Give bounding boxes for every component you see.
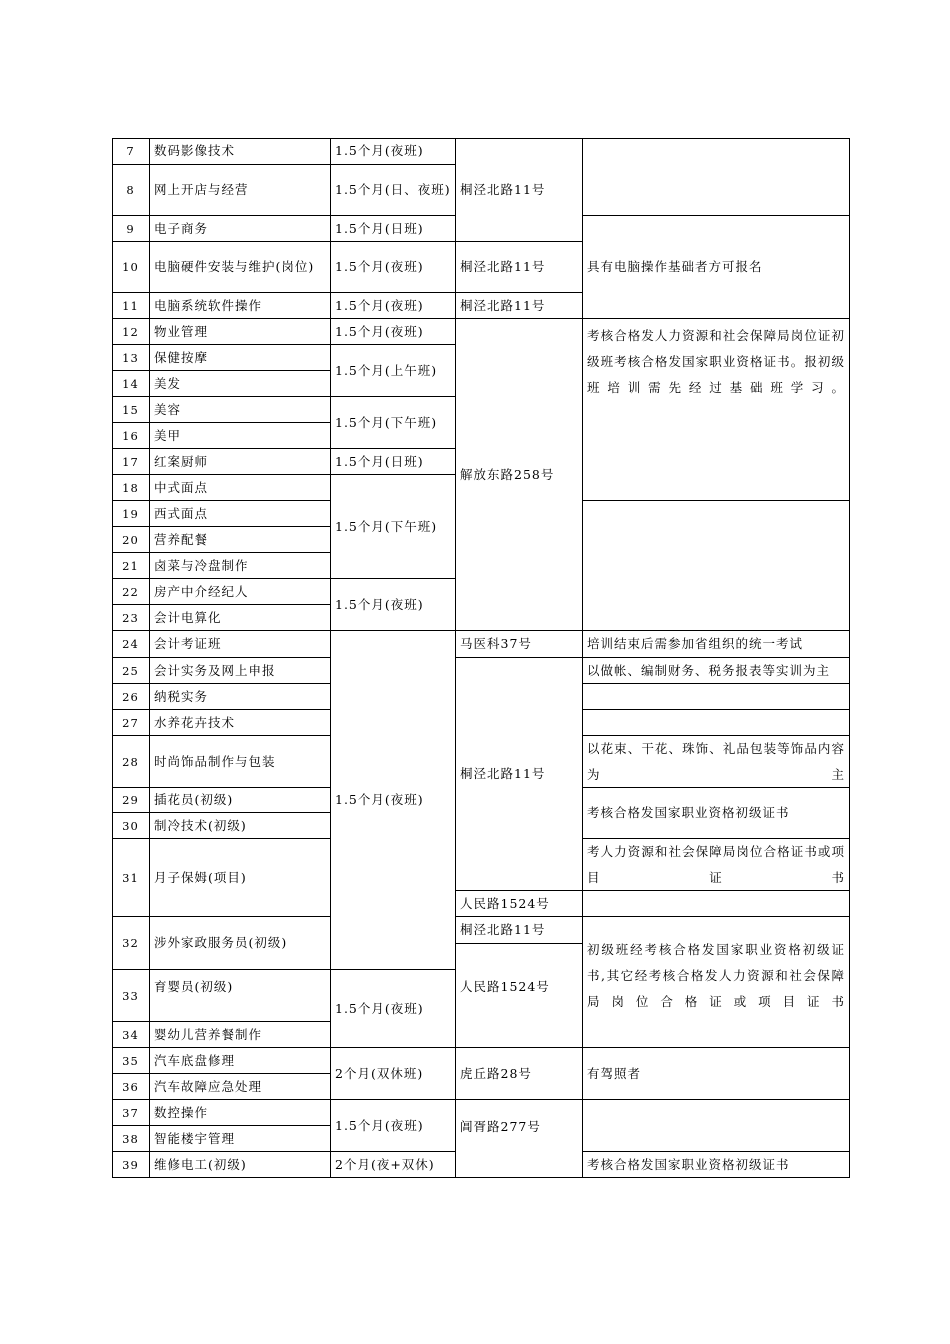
remark-8	[583, 710, 850, 736]
remark-13-text: 初级班经考核合格发国家职业资格初级证书,其它经考核合格发人力资源和社会保障局岗位合格证或项目证书	[587, 942, 845, 1009]
course-name-20-text: 营养配餐	[154, 531, 209, 547]
course-name-26	[150, 684, 331, 710]
address-1	[456, 138, 583, 242]
duration-13-text: 1.5个月(上午班)	[335, 362, 438, 378]
address-3	[456, 293, 583, 319]
duration-39	[331, 1152, 456, 1178]
course-name-37-text: 数控操作	[154, 1104, 209, 1120]
address-9-text: 人民路1524号	[460, 979, 550, 994]
duration-18	[331, 475, 456, 579]
course-name-11	[150, 293, 331, 319]
course-name-13	[150, 345, 331, 371]
course-name-10	[150, 242, 331, 293]
course-name-20	[150, 527, 331, 553]
row-number-33-text: 33	[122, 988, 139, 1003]
row-number-37-text: 37	[122, 1105, 139, 1120]
address-2	[456, 242, 583, 293]
row-number-10-text: 10	[122, 260, 139, 274]
remark-16	[583, 1152, 850, 1178]
duration-24-text: 1.5个月(夜班)	[335, 792, 424, 807]
duration-18-text: 1.5个月(下午班)	[335, 518, 438, 534]
row-number-19	[112, 501, 150, 527]
row-number-14-text: 14	[122, 376, 139, 391]
duration-39-text: 2个月(夜+双休)	[335, 1156, 435, 1172]
duration-33-text: 1.5个月(夜班)	[335, 1000, 424, 1016]
address-9	[456, 944, 583, 1048]
row-number-21-text: 21	[122, 558, 139, 573]
duration-17-text: 1.5个月(日班)	[335, 453, 424, 469]
duration-17	[331, 449, 456, 475]
course-name-24	[150, 631, 331, 658]
address-5	[456, 631, 583, 658]
remark-6-text: 以做帐、编制财务、税务报表等实训为主	[587, 662, 831, 678]
remark-9-text: 以花束、干花、珠饰、礼品包装等饰品内容为主	[587, 740, 845, 782]
address-5-text: 马医科37号	[460, 636, 532, 651]
course-name-8	[150, 165, 331, 216]
row-number-21	[112, 553, 150, 579]
course-name-12-text: 物业管理	[154, 323, 209, 339]
row-number-29-text: 29	[122, 793, 139, 807]
row-number-31	[112, 839, 150, 917]
course-name-18	[150, 475, 331, 501]
row-number-8	[112, 165, 150, 216]
row-number-27-text: 27	[122, 715, 139, 730]
duration-12-text: 1.5个月(夜班)	[335, 323, 424, 339]
course-name-19-text: 西式面点	[154, 505, 209, 521]
course-name-36-text: 汽车故障应急处理	[154, 1078, 263, 1094]
course-name-25	[150, 658, 331, 684]
course-name-30-text: 制冷技术(初级)	[154, 817, 247, 833]
remark-1	[583, 138, 850, 216]
duration-37	[331, 1100, 456, 1152]
course-name-29	[150, 788, 331, 813]
row-number-34	[112, 1022, 150, 1048]
row-number-37	[112, 1100, 150, 1126]
course-name-28	[150, 736, 331, 788]
row-number-20	[112, 527, 150, 553]
course-name-36	[150, 1074, 331, 1100]
address-11-text: 阊胥路277号	[460, 1119, 541, 1134]
row-number-26	[112, 684, 150, 710]
remark-10	[583, 788, 850, 839]
course-name-9-text: 电子商务	[154, 220, 209, 236]
duration-33	[331, 970, 456, 1048]
address-3-text: 桐泾北路11号	[460, 297, 546, 313]
course-name-16-text: 美甲	[154, 427, 182, 443]
row-number-24-text: 24	[122, 637, 139, 651]
row-number-33	[112, 970, 150, 1022]
course-name-16	[150, 423, 331, 449]
course-name-38-text: 智能楼宇管理	[154, 1130, 236, 1146]
course-name-27-text: 水养花卉技术	[154, 714, 236, 730]
row-number-25	[112, 658, 150, 684]
course-name-31	[150, 839, 331, 917]
duration-9-text: 1.5个月(日班)	[335, 220, 424, 236]
course-name-19	[150, 501, 331, 527]
remark-3	[583, 319, 850, 501]
row-number-12-text: 12	[122, 324, 139, 339]
course-name-34	[150, 1022, 331, 1048]
row-number-22-text: 22	[122, 584, 139, 599]
course-name-7-text: 数码影像技术	[154, 143, 236, 158]
remark-3-text: 考核合格发人力资源和社会保障局岗位证初级班考核合格发国家职业资格证书。报初级班培训需先经过基础班学习。	[587, 328, 845, 395]
row-number-39-text: 39	[122, 1157, 139, 1172]
course-name-33	[150, 970, 331, 1022]
row-number-20-text: 20	[122, 532, 139, 547]
row-number-18-text: 18	[122, 480, 139, 495]
remark-14	[583, 1048, 850, 1100]
row-number-11-text: 11	[122, 298, 139, 313]
address-7	[456, 891, 583, 917]
course-name-23	[150, 605, 331, 631]
course-name-15	[150, 397, 331, 423]
row-number-25-text: 25	[122, 663, 139, 678]
duration-15	[331, 397, 456, 449]
address-10-text: 虎丘路28号	[460, 1065, 532, 1081]
course-name-24-text: 会计考证班	[154, 636, 222, 651]
course-name-32-text: 涉外家政服务员(初级)	[154, 935, 288, 950]
course-name-39-text: 维修电工(初级)	[154, 1156, 247, 1172]
course-name-30	[150, 813, 331, 839]
address-4-text: 解放东路258号	[460, 466, 555, 482]
row-number-23	[112, 605, 150, 631]
address-8	[456, 917, 583, 944]
row-number-26-text: 26	[122, 689, 139, 704]
remark-7	[583, 684, 850, 710]
duration-22	[331, 579, 456, 631]
duration-7	[331, 138, 456, 165]
remark-4	[583, 501, 850, 631]
remark-2	[583, 216, 850, 319]
remark-12	[583, 891, 850, 917]
address-6	[456, 658, 583, 891]
remark-10-text: 考核合格发国家职业资格初级证书	[587, 805, 790, 820]
remark-15	[583, 1100, 850, 1152]
course-name-10-text: 电脑硬件安装与维护(岗位)	[154, 259, 315, 274]
duration-10	[331, 242, 456, 293]
address-7-text: 人民路1524号	[460, 895, 550, 911]
course-name-35	[150, 1048, 331, 1074]
course-name-22	[150, 579, 331, 605]
remark-6	[583, 658, 850, 684]
duration-35	[331, 1048, 456, 1100]
remark-2-text: 具有电脑操作基础者方可报名	[587, 259, 763, 274]
course-name-12	[150, 319, 331, 345]
course-name-34-text: 婴幼儿营养餐制作	[154, 1026, 263, 1042]
row-number-35-text: 35	[122, 1053, 139, 1068]
address-4	[456, 319, 583, 631]
address-6-text: 桐泾北路11号	[460, 766, 546, 781]
row-number-16	[112, 423, 150, 449]
course-name-23-text: 会计电算化	[154, 609, 222, 625]
duration-35-text: 2个月(双休班)	[335, 1065, 424, 1081]
row-number-27	[112, 710, 150, 736]
address-10	[456, 1048, 583, 1100]
duration-8-text: 1.5个月(日、夜班)	[335, 182, 451, 197]
course-name-14	[150, 371, 331, 397]
course-name-11-text: 电脑系统软件操作	[154, 297, 263, 313]
course-name-33-text: 育婴员(初级)	[154, 979, 234, 994]
row-number-13-text: 13	[122, 350, 139, 365]
course-name-31-text: 月子保姆(项目)	[154, 869, 247, 885]
row-number-13	[112, 345, 150, 371]
row-number-10	[112, 242, 150, 293]
course-name-29-text: 插花员(初级)	[154, 792, 234, 807]
duration-10-text: 1.5个月(夜班)	[335, 259, 424, 274]
row-number-17	[112, 449, 150, 475]
row-number-9-text: 9	[126, 221, 135, 236]
row-number-35	[112, 1048, 150, 1074]
row-number-32	[112, 917, 150, 970]
remark-13	[583, 917, 850, 1048]
course-name-25-text: 会计实务及网上申报	[154, 662, 276, 678]
course-name-38	[150, 1126, 331, 1152]
course-name-26-text: 纳税实务	[154, 688, 209, 704]
address-2-text: 桐泾北路11号	[460, 259, 546, 274]
course-name-37	[150, 1100, 331, 1126]
row-number-28	[112, 736, 150, 788]
course-name-8-text: 网上开店与经营	[154, 182, 249, 197]
course-name-18-text: 中式面点	[154, 479, 209, 495]
row-number-36	[112, 1074, 150, 1100]
course-name-17	[150, 449, 331, 475]
duration-8	[331, 165, 456, 216]
address-8-text: 桐泾北路11号	[460, 922, 546, 937]
row-number-18	[112, 475, 150, 501]
remark-9	[583, 736, 850, 788]
course-name-27	[150, 710, 331, 736]
row-number-11	[112, 293, 150, 319]
address-1-text: 桐泾北路11号	[460, 181, 546, 197]
row-number-15-text: 15	[122, 402, 139, 417]
row-number-9	[112, 216, 150, 242]
duration-15-text: 1.5个月(下午班)	[335, 414, 438, 430]
course-name-39	[150, 1152, 331, 1178]
remark-5	[583, 631, 850, 658]
course-name-17-text: 红案厨师	[154, 453, 209, 469]
remark-11	[583, 839, 850, 891]
remark-5-text: 培训结束后需参加省组织的统一考试	[587, 636, 804, 651]
course-name-32	[150, 917, 331, 970]
course-name-22-text: 房产中介经纪人	[154, 583, 249, 599]
duration-9	[331, 216, 456, 242]
duration-37-text: 1.5个月(夜班)	[335, 1117, 424, 1133]
row-number-39	[112, 1152, 150, 1178]
course-name-21-text: 卤菜与冷盘制作	[154, 557, 249, 573]
remark-11-text: 考人力资源和社会保障局岗位合格证书或项目证书	[587, 843, 845, 885]
row-number-38-text: 38	[122, 1131, 139, 1146]
row-number-17-text: 17	[122, 454, 139, 469]
duration-13	[331, 345, 456, 397]
row-number-7-text: 7	[126, 144, 135, 158]
duration-11	[331, 293, 456, 319]
remark-14-text: 有驾照者	[587, 1065, 642, 1081]
course-name-13-text: 保健按摩	[154, 349, 209, 365]
duration-12	[331, 319, 456, 345]
row-number-31-text: 31	[122, 870, 139, 885]
row-number-23-text: 23	[122, 610, 139, 625]
row-number-30-text: 30	[122, 818, 139, 833]
row-number-36-text: 36	[122, 1079, 139, 1094]
row-number-24	[112, 631, 150, 658]
duration-24	[331, 631, 456, 970]
duration-7-text: 1.5个月(夜班)	[335, 143, 424, 158]
row-number-15	[112, 397, 150, 423]
row-number-38	[112, 1126, 150, 1152]
course-name-14-text: 美发	[154, 375, 182, 391]
row-number-7	[112, 138, 150, 165]
course-name-7	[150, 138, 331, 165]
row-number-8-text: 8	[126, 183, 135, 197]
row-number-22	[112, 579, 150, 605]
duration-22-text: 1.5个月(夜班)	[335, 596, 424, 612]
duration-11-text: 1.5个月(夜班)	[335, 297, 424, 313]
address-11	[456, 1100, 583, 1178]
course-name-9	[150, 216, 331, 242]
row-number-14	[112, 371, 150, 397]
row-number-12	[112, 319, 150, 345]
course-name-21	[150, 553, 331, 579]
row-number-30	[112, 813, 150, 839]
course-name-35-text: 汽车底盘修理	[154, 1052, 236, 1068]
course-name-15-text: 美容	[154, 401, 182, 417]
course-name-28-text: 时尚饰品制作与包装	[154, 753, 276, 769]
row-number-34-text: 34	[122, 1027, 139, 1042]
row-number-32-text: 32	[122, 936, 139, 950]
row-number-29	[112, 788, 150, 813]
remark-16-text: 考核合格发国家职业资格初级证书	[587, 1156, 790, 1172]
row-number-16-text: 16	[122, 428, 139, 443]
row-number-19-text: 19	[122, 506, 139, 521]
row-number-28-text: 28	[122, 754, 139, 769]
